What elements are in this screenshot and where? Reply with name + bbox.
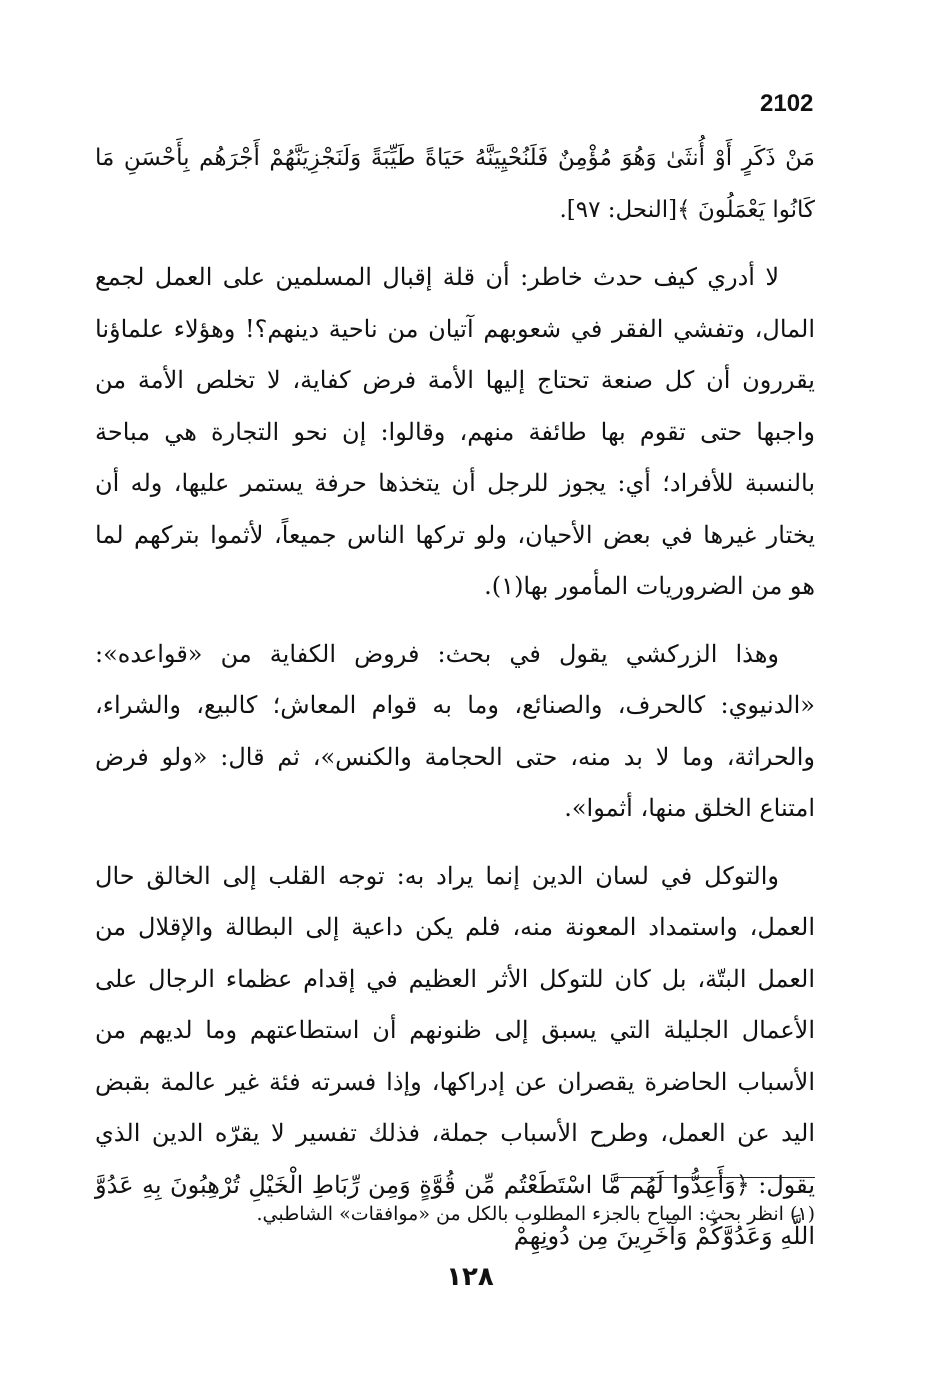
footnote-separator: [615, 1177, 815, 1178]
quran-verse: مَنْ ذَكَرٍ أَوْ أُنثَىٰ وَهُوَ مُؤْمِنٌ فَلَنُحْيِيَنَّهُ حَيَاةً طَيِّبَةً وَلَنَجْزِيَنَّهُمْ أَجْرَهُم بِأَحْسَنِ مَا كَانُوا يَعْمَلُونَ ﴾[النحل: ٩٧].: [95, 145, 815, 223]
page-id: 2102: [760, 90, 814, 117]
footnote: (١) انظر بحث: المباح بالجزء المطلوب بالكل من «موافقات» الشاطبي.: [256, 1203, 815, 1225]
paragraph-1: لا أدري كيف حدث خاطر: أن قلة إقبال المسلمين على العمل لجمع المال، وتفشي الفقر في شعوبهم آتيان من ناحية دينهم؟! وهؤلاء علماؤنا يقررون أن كل صنعة تحتاج إليها الأمة فرض كفاية، لا تخلص الأمة من واجبها حتى تقوم بها طائفة منهم، وقالوا: إن نحو التجارة هي مباحة بالنسبة للأفراد؛ أي: يجوز للرجل أن يتخذها حرفة يستمر عليها، وله أن يختار غيرها في بعض الأحيان، ولو تركها الناس جميعاً، لأثموا بتركهم لما هو من الضروريات المأمور بها(١).: [95, 263, 815, 600]
paragraph-2: وهذا الزركشي يقول في بحث: فروض الكفاية من «قواعده»: «الدنيوي: كالحرف، والصنائع، وما به قوام المعاش؛ كالبيع، والشراء، والحراثة، وما لا بد منه، حتى الحجامة والكنس»، ثم قال: «ولو فرض امتناع الخلق منها، أثموا».: [95, 639, 815, 822]
main-text: [95, 132, 815, 1279]
paragraph-3: والتوكل في لسان الدين إنما يراد به: توجه القلب إلى الخالق حال العمل، واستمداد المعونة منه، فلم يكن داعية إلى البطالة والإقلال من العمل البتّة، بل كان للتوكل الأثر العظيم في إقدام عظماء الرجال على الأعمال الجليلة التي يسبق إلى ظنونهم أن استطاعتهم وما لديهم من الأسباب الحاضرة يقصران عن إدراكها، وإذا فسرته فئة غير عالمة بقبض اليد عن العمل، وطرح الأسباب جملة، فذلك تفسير لا يقرّه الدين الذي يقول: ﴿وَأَعِدُّوا لَهُم مَّا اسْتَطَعْتُم مِّن قُوَّةٍ وَمِن رِّبَاطِ الْخَيْلِ تُرْهِبُونَ بِهِ عَدُوَّ اللَّهِ وَعَدُوَّكُمْ وَآخَرِينَ مِن دُونِهِمْ: [95, 861, 815, 1250]
page-number: ١٢٨: [446, 1262, 494, 1292]
